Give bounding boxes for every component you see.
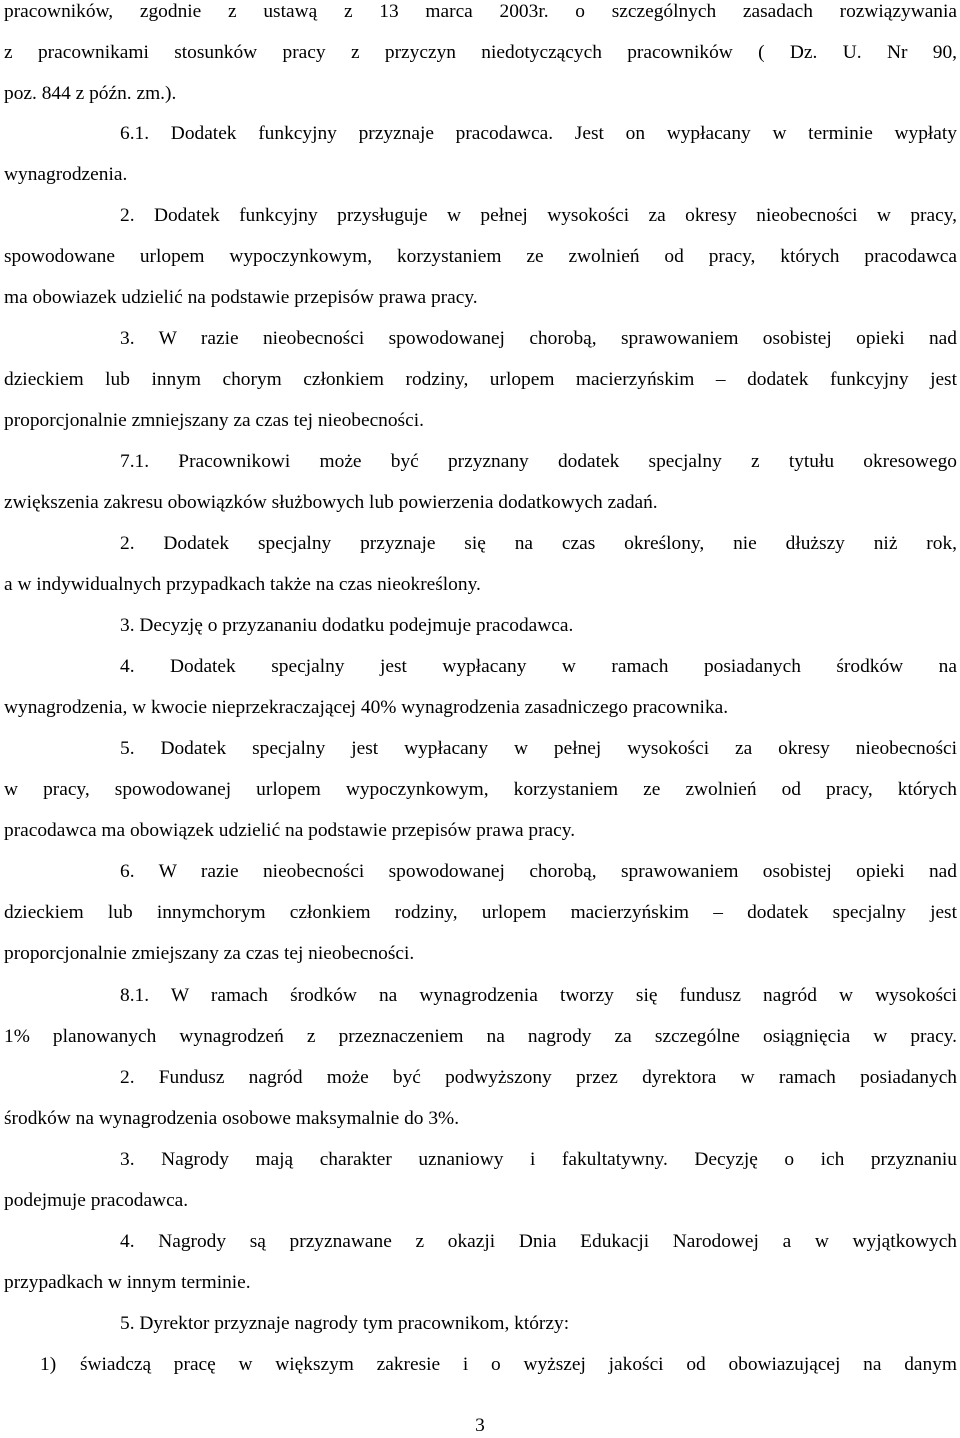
paragraph-line: 5. Dyrektor przyznaje nagrody tym pracownikom, którzy: bbox=[120, 1313, 570, 1334]
paragraph-line: 2. Dodatek specjalny przyznaje się na czas określony, nie dłuższy niż rok, bbox=[120, 533, 957, 554]
text-line: proporcjonalnie zmiejszany za czas tej nieobecności. bbox=[4, 943, 415, 964]
paragraph-line: 4. Dodatek specjalny jest wypłacany w ramach posiadanych środków na bbox=[120, 656, 957, 677]
text-line: dzieckiem lub innymchorym członkiem rodziny, urlopem macierzyńskim – dodatek specjalny jest bbox=[4, 902, 957, 923]
paragraph-line: 3. Nagrody mają charakter uznaniowy i fakultatywny. Decyzję o ich przyznaniu bbox=[120, 1149, 957, 1170]
text-line: poz. 844 z późn. zm.). bbox=[4, 83, 177, 104]
list-item-text: świadczą pracę w większym zakresie i o wyższej jakości od obowiazującej na danym bbox=[80, 1354, 957, 1375]
paragraph-line: 7.1. Pracownikowi może być przyznany dodatek specjalny z tytułu okresowego bbox=[120, 451, 957, 472]
paragraph-line: 6. W razie nieobecności spowodowanej chorobą, sprawowaniem osobistej opieki nad bbox=[120, 861, 957, 882]
text-line: wynagrodzenia. bbox=[4, 164, 128, 185]
text-line: pracowników, zgodnie z ustawą z 13 marca 2003r. o szczególnych zasadach rozwiązywania bbox=[4, 1, 957, 22]
text-line: przypadkach w innym terminie. bbox=[4, 1272, 251, 1293]
text-line: proporcjonalnie zmniejszany za czas tej nieobecności. bbox=[4, 410, 424, 431]
paragraph-line: 3. W razie nieobecności spowodowanej chorobą, sprawowaniem osobistej opieki nad bbox=[120, 328, 957, 349]
paragraph-line: 6.1. Dodatek funkcyjny przyznaje pracodawca. Jest on wypłacany w terminie wypłaty bbox=[120, 123, 957, 144]
paragraph-line: 8.1. W ramach środków na wynagrodzenia tworzy się fundusz nagród w wysokości bbox=[120, 985, 957, 1006]
paragraph-line: 5. Dodatek specjalny jest wypłacany w pełnej wysokości za okresy nieobecności bbox=[120, 738, 957, 759]
text-line: środków na wynagrodzenia osobowe maksymalnie do 3%. bbox=[4, 1108, 460, 1129]
paragraph-line: 2. Fundusz nagród może być podwyższony przez dyrektora w ramach posiadanych bbox=[120, 1067, 957, 1088]
list-marker: 1) bbox=[40, 1354, 57, 1375]
text-line: dzieckiem lub innym chorym członkiem rodziny, urlopem macierzyńskim – dodatek funkcyjny jest bbox=[4, 369, 957, 390]
paragraph-line: 3. Decyzję o przyzananiu dodatku podejmuje pracodawca. bbox=[120, 615, 574, 636]
text-line: ma obowiazek udzielić na podstawie przepisów prawa pracy. bbox=[4, 287, 478, 308]
text-line: 1% planowanych wynagrodzeń z przeznaczeniem na nagrody za szczególne osiągnięcia w pracy. bbox=[4, 1026, 957, 1047]
paragraph-line: 2. Dodatek funkcyjny przysługuje w pełnej wysokości za okresy nieobecności w pracy, bbox=[120, 205, 957, 226]
text-line: spowodowane urlopem wypoczynkowym, korzystaniem ze zwolnień od pracy, których pracodawca bbox=[4, 246, 957, 267]
text-line: w pracy, spowodowanej urlopem wypoczynkowym, korzystaniem ze zwolnień od pracy, których bbox=[4, 779, 957, 800]
text-line: podejmuje pracodawca. bbox=[4, 1190, 189, 1211]
page-number: 3 bbox=[475, 1415, 485, 1436]
text-line: a w indywidualnych przypadkach także na czas nieokreślony. bbox=[4, 574, 481, 595]
paragraph-line: 4. Nagrody są przyznawane z okazji Dnia Edukacji Narodowej a w wyjątkowych bbox=[120, 1231, 957, 1252]
text-line: wynagrodzenia, w kwocie nieprzekraczającej 40% wynagrodzenia zasadniczego pracownika. bbox=[4, 697, 729, 718]
text-line: z pracownikami stosunków pracy z przyczyn niedotyczących pracowników ( Dz. U. Nr 90, bbox=[4, 42, 957, 63]
text-line: pracodawca ma obowiązek udzielić na podstawie przepisów prawa pracy. bbox=[4, 820, 576, 841]
text-line: zwiększenia zakresu obowiązków służbowych lub powierzenia dodatkowych zadań. bbox=[4, 492, 658, 513]
